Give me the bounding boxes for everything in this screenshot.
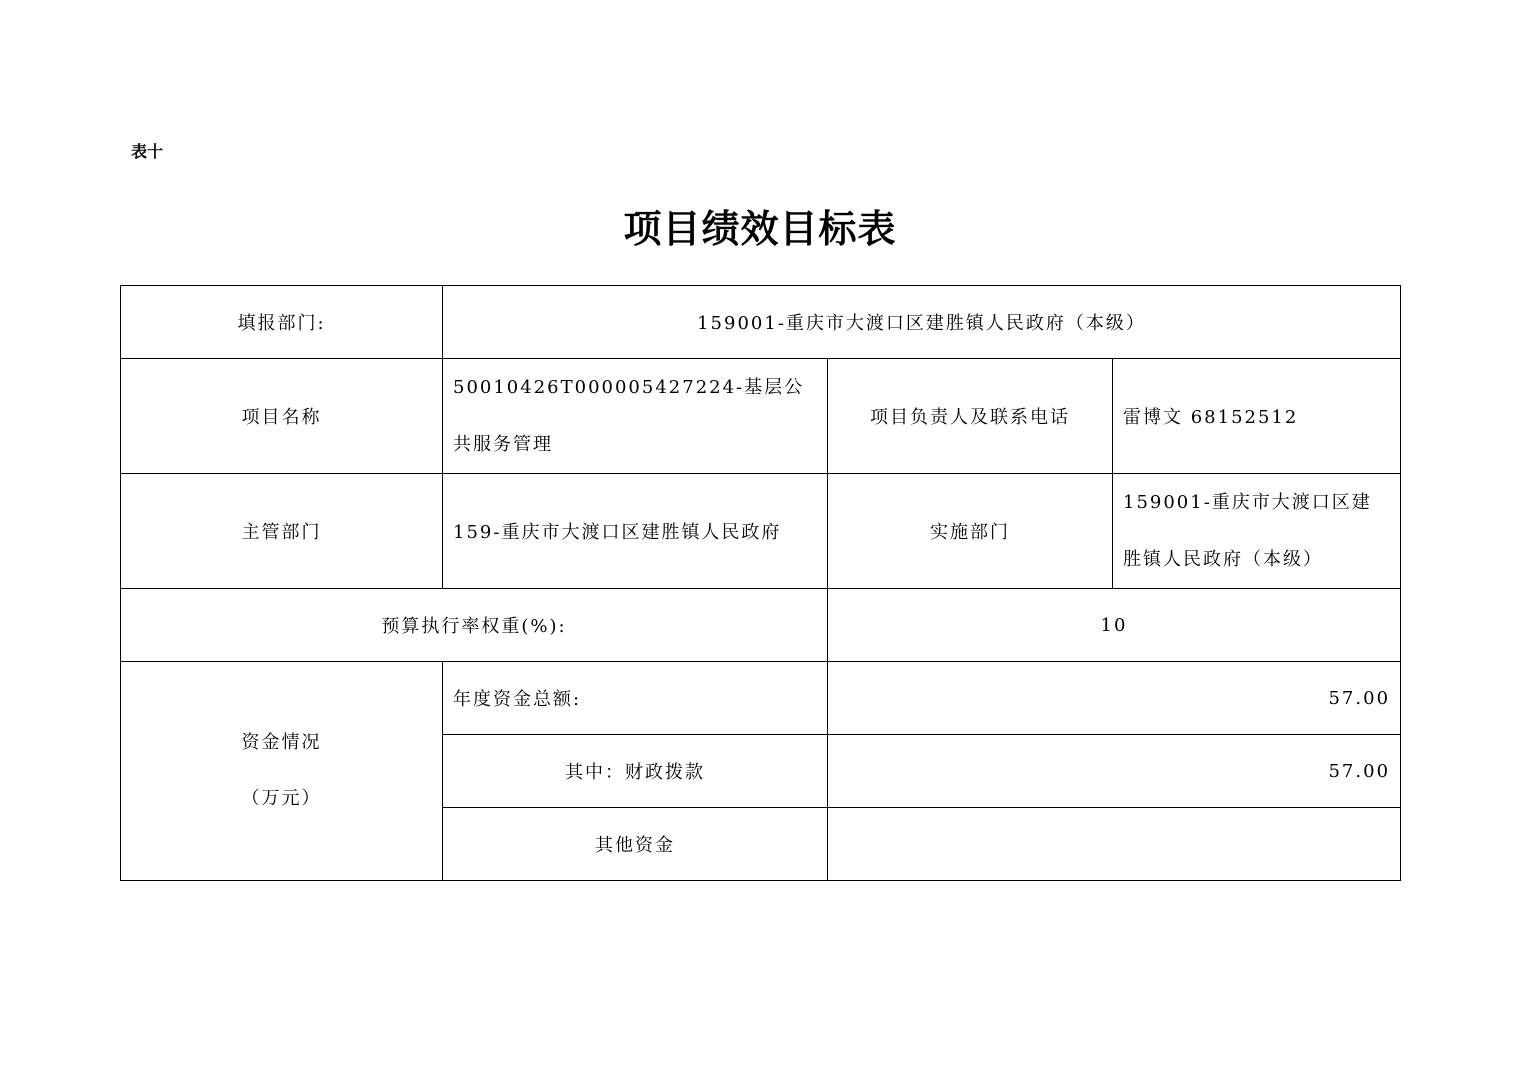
annual-total-value: 57.00 <box>828 662 1401 735</box>
implementing-dept-value: 159001-重庆市大渡口区建胜镇人民政府（本级） <box>1113 474 1401 589</box>
other-funds-value <box>828 808 1401 881</box>
page-title: 项目绩效目标表 <box>623 207 897 251</box>
funds-label-unit: （万元） <box>241 788 322 809</box>
annual-total-label: 年度资金总额: <box>443 662 828 735</box>
table-row <box>121 359 1401 474</box>
filing-dept-value: 159001-重庆市大渡口区建胜镇人民政府（本级） <box>443 286 1401 359</box>
other-funds-label: 其他资金 <box>443 808 828 881</box>
filing-dept-label: 填报部门: <box>121 286 443 359</box>
fiscal-appropriation-label: 其中：财政拨款 <box>443 735 828 808</box>
fiscal-appropriation-value: 57.00 <box>828 735 1401 808</box>
project-lead-label: 项目负责人及联系电话 <box>828 359 1113 474</box>
project-name-label: 项目名称 <box>121 359 443 474</box>
performance-target-table <box>120 285 1401 881</box>
table-number: 表十 <box>131 142 164 161</box>
table-row <box>121 662 1401 735</box>
funds-label <box>121 662 443 881</box>
budget-weight-value: 10 <box>828 589 1401 662</box>
project-lead-value: 雷博文 68152512 <box>1113 359 1401 474</box>
implementing-dept-label: 实施部门 <box>828 474 1113 589</box>
table-row <box>121 589 1401 662</box>
project-name-value: 50010426T000005427224-基层公共服务管理 <box>443 359 828 474</box>
budget-weight-label: 预算执行率权重(%): <box>121 589 828 662</box>
supervising-dept-label: 主管部门 <box>121 474 443 589</box>
funds-label-title: 资金情况 <box>241 732 322 753</box>
table-row <box>121 286 1401 359</box>
supervising-dept-value: 159-重庆市大渡口区建胜镇人民政府 <box>443 474 828 589</box>
table-row <box>121 474 1401 589</box>
